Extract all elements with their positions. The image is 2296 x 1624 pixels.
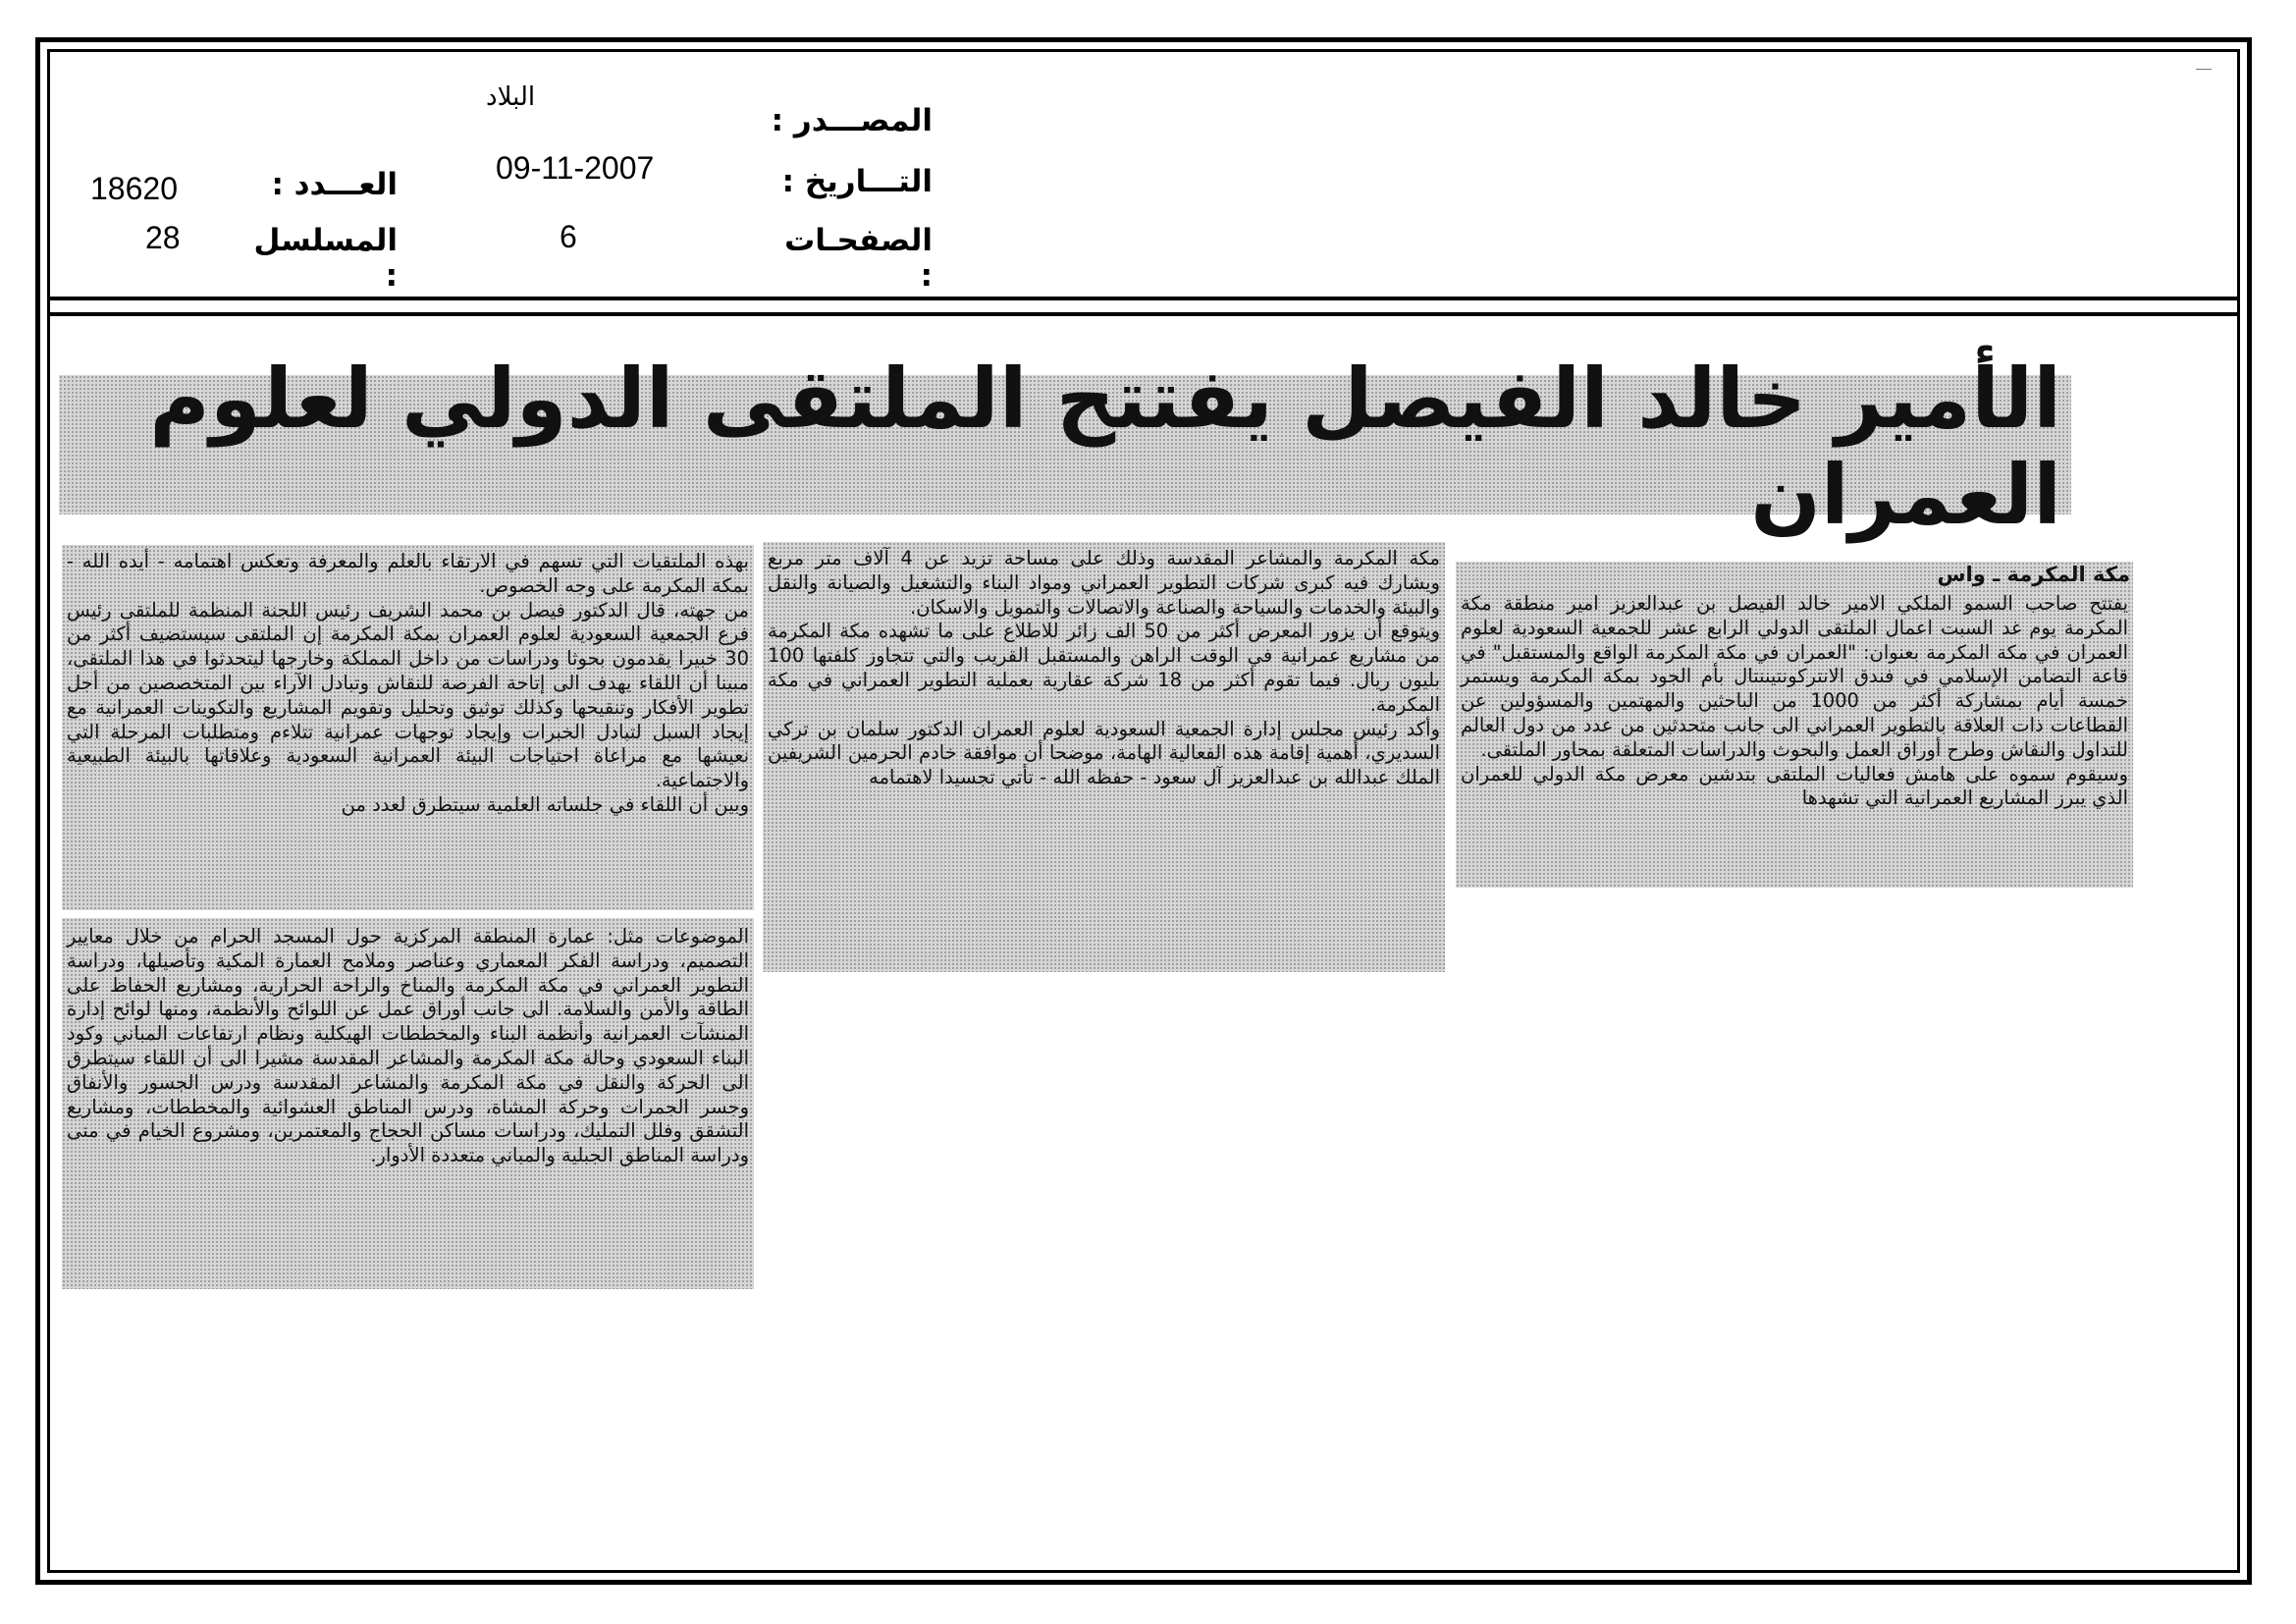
date-label: التـــاريخ : [781,164,933,199]
article-column-left-top: بهذه الملتقيات التي تسهم في الارتقاء بالعلم والمعرفة وتعكس اهتمامه - أيده الله - بمكة المكرمة على وجه الخصوص. من جهته، قال الدكتور فيصل بن محمد الشريف رئيس اللجنة المنظمة للملتقى رئيس فرع الجمعية السعودية لعلوم العمران بمكة المكرمة إن الملتقى سيستضيف أكثر من 30 خبيرا يقدمون بحوثا ودراسات من داخل المملكة وخارجها ليتحدثوا في هذا الملتقى، مبينا أن اللقاء يهدف الى إتاحة الفرصة للنقاش وتبادل الآراء بين المتخصصين من أجل تطوير الأفكار وتنقيحها وكذلك توثيق وتحليل وتقويم المشاريع والتكوينات العمرانية مع إيجاد السبل لتبادل الخبرات وإيجاد توجهات عمرانية تتلاءم ومتطلبات المرحلة التي نعيشها مع مراعاة احتياجات البيئة العمرانية السعودية وعلاقاتها بالبيئة الطبيعية والاجتماعية. وبين أن اللقاء في جلساته العلمية سيتطرق لعدد من [67,550,749,816]
corner-mark [2196,69,2212,70]
date-value: 09-11-2007 [496,150,655,186]
issue-value: 18620 [90,171,178,206]
source-value: البلاد [486,82,536,112]
serial-label: المسلسل : [253,223,398,294]
header-divider-bottom [47,312,2240,316]
pages-label: الصفحـات : [784,223,933,294]
header-divider-top [47,297,2240,300]
article-column-left-bottom: الموضوعات مثل: عمارة المنطقة المركزية حول المسجد الحرام من خلال معايير التصميم، ودراسة الفكر المعماري وعناصر وملامح العمارة المكية وتأصيلها، ودراسة التطوير العمراني في مكة المكرمة والمناخ والراحة الحرارية، ومشاريع الحفاظ على الطاقة والأمن والسلامة. الى جانب أوراق عمل عن اللوائح والأنظمة، ومنها لوائح إدارة المنشآت العمرانية وأنظمة البناء والمخططات الهيكلية ونظام ارتفاعات المباني وكود البناء السعودي وحالة مكة المكرمة والمشاعر المقدسة مشيرا الى أن اللقاء سيتطرق الى الحركة والنقل في مكة المكرمة والمشاعر المقدسة ودرس الجسور والأنفاق وجسر الجمرات وحركة المشاة، ودرس المناطق العشوائية والمخططات، ومشاريع التشقق وفلل التمليك، ودراسات مساكن الحجاج والمعتمرين، ومشروع الخيام في منى ودراسة المناطق الجبلية والمباني متعددة الأدوار. [67,925,749,1167]
article-column-right: يفتتح صاحب السمو الملكي الامير خالد الفيصل بن عبدالعزيز امير منطقة مكة المكرمة يوم غد السبت اعمال الملتقى الدولي الرابع عشر للجمعية السعودية لعلوم العمران في مكة المكرمة بعنوان: "العمران في مكة المكرمة الواقع والمستقبل" في قاعة التضامن الإسلامي في فندق الانتركونتيننتال بأم الجود بمكة المكرمة ويستمر خمسة أيام بمشاركة أكثر من 1000 من الباحثين والمهتمين والمسؤولين عن القطاعات ذات العلاقة بالتطوير العمراني الى جانب متحدثين من عدد من دول العالم للتداول والنقاش وطرح أوراق العمل والبحوث والدراسات المتعلقة بمحاور الملتقى. وسيقوم سموه على هامش فعاليات الملتقى بتدشين معرض مكة الدولي للعمران الذي يبرز المشاريع العمرانية التي تشهدها [1461,592,2128,810]
article-column-middle: مكة المكرمة والمشاعر المقدسة وذلك على مساحة تزيد عن 4 آلاف متر مربع ويشارك فيه كبرى شركات التطوير العمراني ومواد البناء والتشغيل والصيانة والنقل والبيئة والخدمات والسياحة والصناعة والاتصالات والتمويل والاسكان. ويتوقع أن يزور المعرض أكثر من 50 الف زائر للاطلاع على ما تشهده مكة المكرمة من مشاريع عمرانية في الوقت الراهن والمستقبل القريب والتي تتجاوز كلفتها 100 بليون ريال. فيما تقوم أكثر من 18 شركة عقارية بعملية التطوير العمراني في مكة المكرمة. وأكد رئيس مجلس إدارة الجمعية السعودية لعلوم العمران الدكتور سلمان بن تركي السديري، أهمية إقامة هذه الفعالية الهامة، موضحا أن موافقة خادم الحرمين الشريفين الملك عبدالله بن عبدالعزيز آل سعود - حفظه الله - تأتي تجسيدا لاهتمامه [768,547,1440,789]
article-headline [69,351,2061,543]
pages-value: 6 [560,219,577,254]
serial-value: 28 [145,220,181,255]
article-dateline: مكة المكرمة ـ واس [1937,563,2130,586]
headline-text: الأمير خالد الفيصل يفتتح الملتقى الدولي لعلوم العمران [149,351,2061,543]
issue-label: العـــدد : [271,167,398,202]
source-label: المصـــدر : [771,103,933,138]
